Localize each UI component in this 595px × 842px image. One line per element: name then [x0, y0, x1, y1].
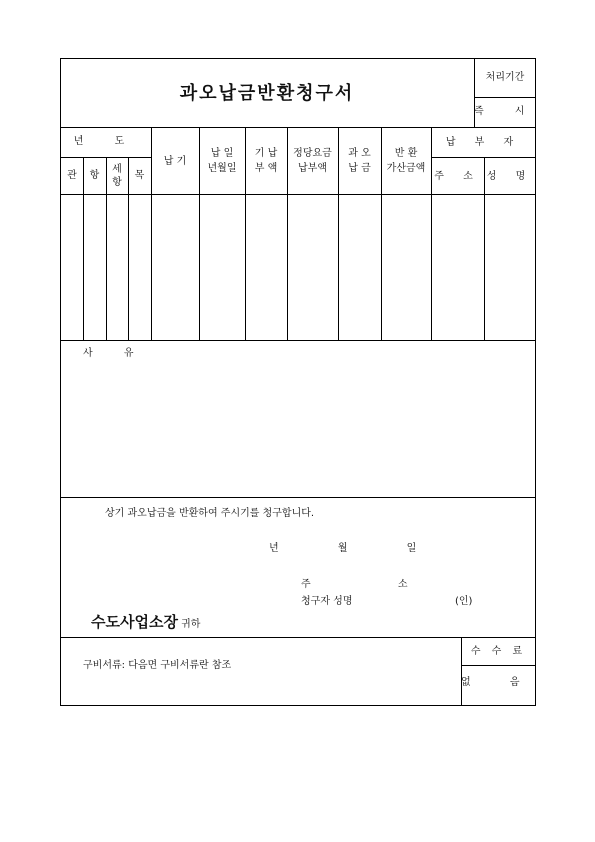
date-line: 년 월 일 [269, 543, 445, 554]
payer-name-label: 성 명 [486, 171, 534, 182]
year-label: 년 도 [73, 136, 139, 147]
claimant-name-label: 청구자 성명 [301, 596, 353, 607]
fee-label: 수 수 료 [470, 646, 527, 657]
col-overpaid: 과 오 [348, 148, 371, 159]
col-paid-amount-sub: 부 액 [254, 163, 278, 174]
divider [61, 637, 536, 638]
col-refund-sub: 가산금액 [386, 163, 426, 174]
divider [61, 194, 536, 195]
required-documents: 구비서류: 다음면 구비서류란 참조 [83, 660, 232, 671]
payer-label: 납 부 자 [445, 137, 522, 148]
divider [128, 157, 129, 340]
col-correct-amount: 정당요금 [293, 148, 332, 159]
year-sub-mok: 목 [134, 170, 145, 181]
claim-form [60, 58, 539, 706]
payer-address-label: 주 소 [434, 171, 481, 182]
fee-value: 없 음 [461, 677, 538, 688]
col-due-date: 납 기 [163, 156, 187, 167]
request-statement: 상기 과오납금을 반환하여 주시기를 청구합니다. [105, 508, 315, 519]
divider [61, 340, 536, 341]
col-payment-date-sub: 년월일 [207, 163, 237, 174]
seal-mark: (인) [455, 596, 473, 607]
recipient-suffix: 귀하 [181, 619, 201, 630]
recipient-title: 수도사업소장 [91, 613, 178, 631]
year-sub-sehang: 세항 [112, 164, 122, 188]
divider [461, 665, 536, 666]
year-sub-gwan: 관 [67, 170, 77, 181]
col-overpaid-sub: 납 금 [348, 163, 371, 174]
reason-label: 사 유 [83, 348, 148, 359]
processing-period-label: 처리기간 [485, 72, 525, 83]
col-payment-date: 납 일 [210, 148, 234, 159]
divider [484, 157, 485, 340]
divider [474, 97, 536, 98]
divider [61, 497, 536, 498]
year-sub-hang: 항 [89, 170, 100, 181]
divider [61, 127, 536, 128]
col-paid-amount: 기 납 [254, 148, 278, 159]
col-refund: 반 환 [394, 148, 418, 159]
recipient [91, 612, 200, 635]
address-label: 주 소 [301, 579, 450, 590]
col-correct-amount-sub: 납부액 [298, 163, 327, 174]
form-title: 과오납금반환청구서 [179, 83, 355, 104]
processing-period-value: 즉 시 [474, 106, 539, 117]
divider [83, 157, 84, 340]
divider [431, 127, 432, 340]
